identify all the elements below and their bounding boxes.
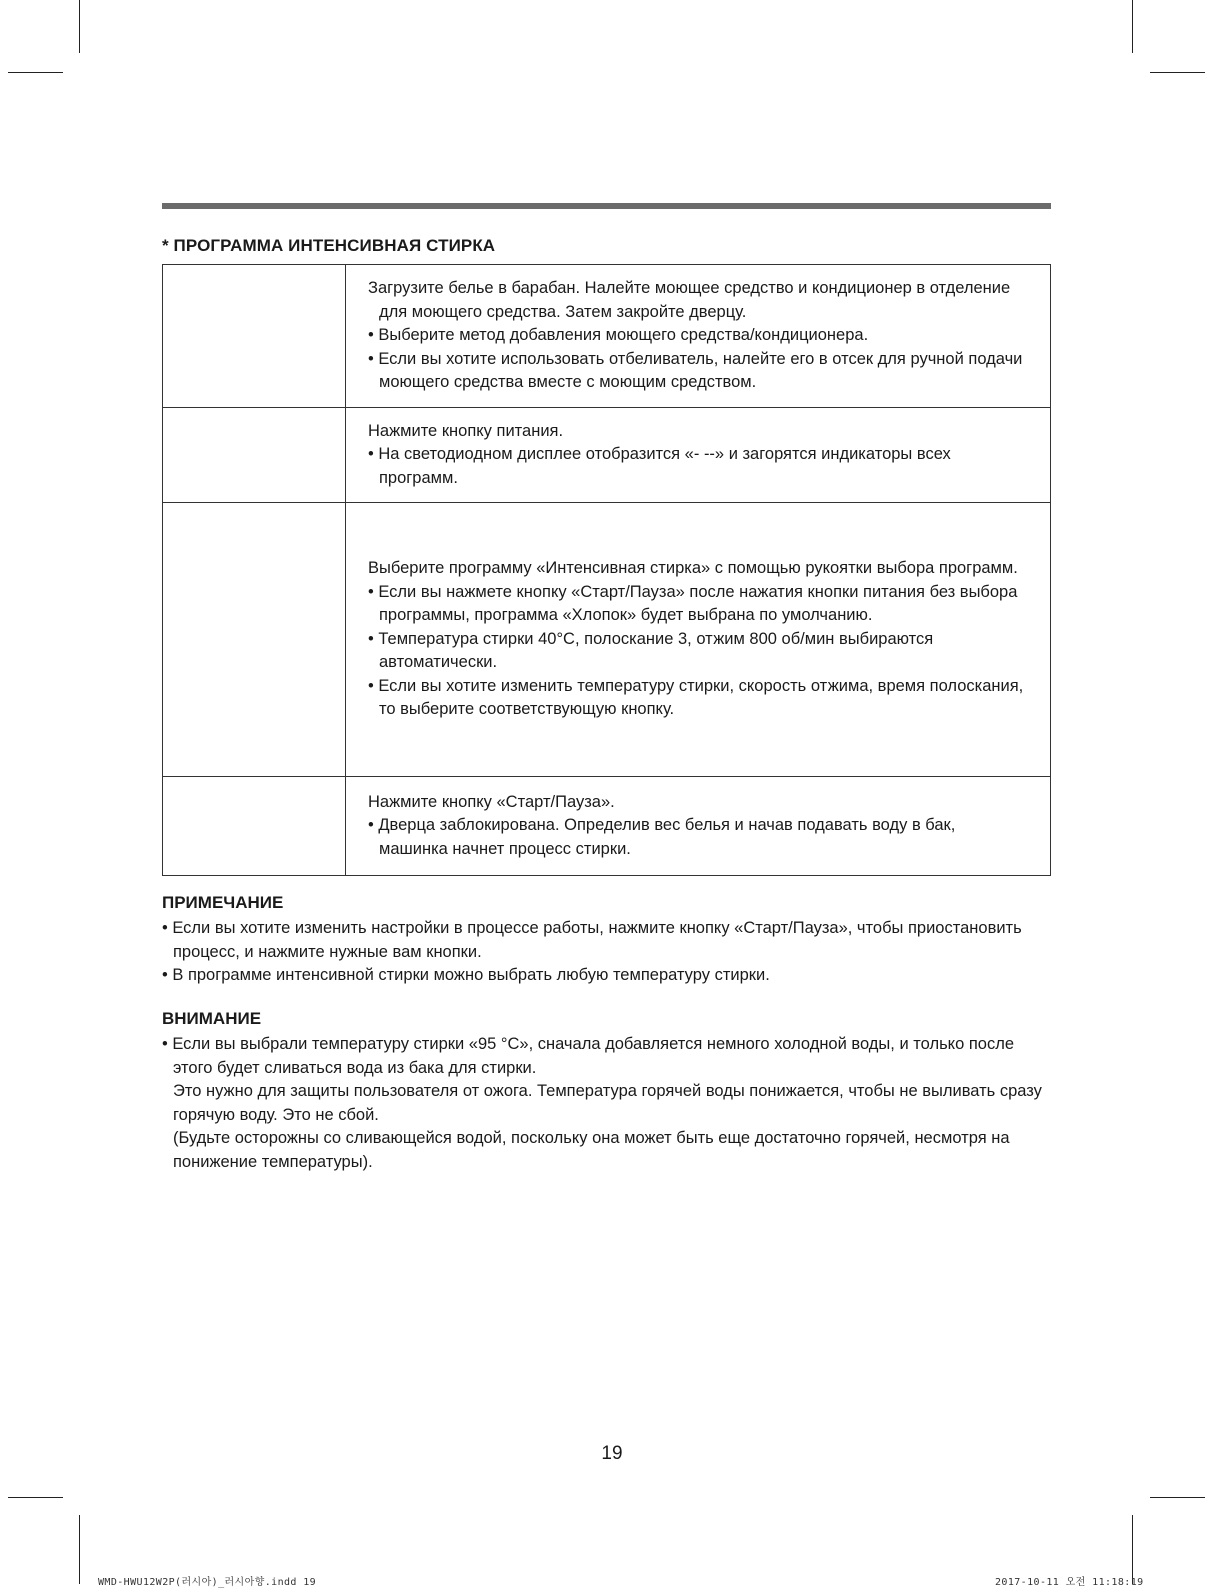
warning-item: • Если вы выбрали температуру стирки «95 °C», сначала добавляется немного холодной воды, и только после этого будет сливаться вода из бака для стирки. <box>162 1035 1015 1077</box>
step-instruction: Выберите программу «Интенсивная стирка» с помощью рукоятки выбора программ. <box>368 559 1018 578</box>
step-bullet: • Если вы хотите изменить температуру стирки, скорость отжима, время полоскания, то выберите соответствующую кнопку. <box>368 676 1024 719</box>
step-bullet: • Выберите метод добавления моющего средства/кондиционера. <box>368 326 869 344</box>
step-illustration-cell <box>163 407 346 503</box>
step-text-cell <box>346 503 1051 777</box>
note-item: • Если вы хотите изменить настройки в процессе работы, нажмите кнопку «Старт/Пауза», чтобы приостановить процесс, и нажмите нужные вам кнопки. <box>162 919 1022 961</box>
table-row <box>163 777 1051 876</box>
warning-paragraph: Это нужно для защиты пользователя от ожога. Температура горячей воды понижается, чтобы не выливать сразу горячую воду. Это не сбой. <box>173 1082 1042 1124</box>
crop-mark <box>8 1497 63 1498</box>
note-heading: ПРИМЕЧАНИЕ <box>162 893 284 912</box>
table-row <box>163 503 1051 777</box>
step-bullet: • Если вы нажмете кнопку «Старт/Пауза» после нажатия кнопки питания без выбора программы, программа «Хлопок» будет выбрана по умолчанию. <box>368 582 1018 625</box>
crop-mark <box>1132 0 1133 53</box>
step-illustration-cell <box>163 777 346 876</box>
step-text-cell <box>346 407 1051 503</box>
header-rule <box>162 203 1051 209</box>
step-bullet: • Температура стирки 40°C, полоскание 3, отжим 800 об/мин выбираются автоматически. <box>368 629 934 672</box>
crop-mark <box>1150 72 1205 73</box>
footer-filename: WMD-HWU12W2P(러시아)_러시아향.indd 19 <box>98 1577 317 1588</box>
crop-mark <box>8 72 63 73</box>
footer-timestamp: 2017-10-11 오전 11:18:19 <box>995 1577 1144 1588</box>
page-number: 19 <box>601 1443 623 1464</box>
note-section <box>162 893 1042 988</box>
step-bullet: • Дверца заблокирована. Определив вес белья и начав подавать воду в бак, машинка начнет процесс стирки. <box>368 816 956 858</box>
table-row <box>163 265 1051 408</box>
step-instruction: Нажмите кнопку питания. <box>368 421 564 440</box>
warning-paragraph: (Будьте осторожны со сливающейся водой, поскольку она может быть еще достаточно горячей, несмотря на понижение температуры). <box>173 1129 1010 1171</box>
step-illustration-cell <box>163 503 346 777</box>
table-row <box>163 407 1051 503</box>
warning-section <box>162 1009 1042 1174</box>
crop-mark <box>79 0 80 53</box>
crop-mark <box>1150 1497 1205 1498</box>
steps-table <box>162 264 1051 876</box>
step-bullet: • На светодиодном дисплее отобразится «- --» и загорятся индикаторы всех программ. <box>368 445 951 487</box>
step-instruction: Загрузите белье в барабан. Налейте моющее средство и кондиционер в отделение для моющего средства. Затем закройте дверцу. <box>368 279 1011 321</box>
crop-mark <box>79 1515 80 1584</box>
note-item: • В программе интенсивной стирки можно выбрать любую температуру стирки. <box>162 966 770 984</box>
step-illustration-cell <box>163 265 346 408</box>
section-title: * ПРОГРАММА ИНТЕНСИВНАЯ СТИРКА <box>162 236 496 255</box>
step-instruction: Нажмите кнопку «Старт/Пауза». <box>368 792 615 811</box>
step-text-cell <box>346 265 1051 408</box>
step-text-cell <box>346 777 1051 876</box>
step-bullet: • Если вы хотите использовать отбеливатель, налейте его в отсек для ручной подачи моющего средства вместе с моющим средством. <box>368 349 1023 391</box>
warning-heading: ВНИМАНИЕ <box>162 1009 262 1028</box>
